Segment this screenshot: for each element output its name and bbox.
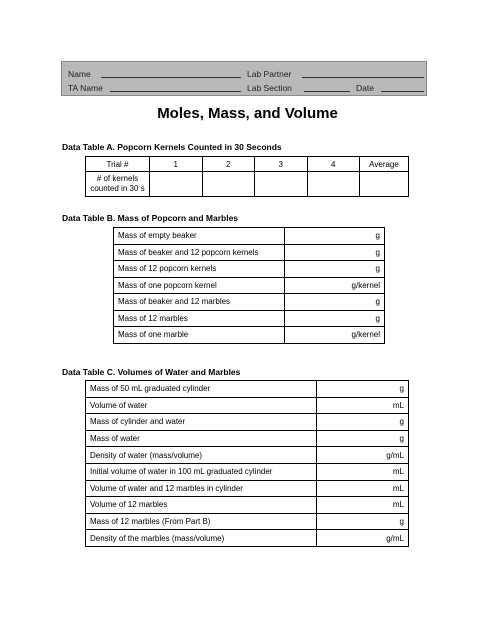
row-label: Mass of water (86, 430, 317, 447)
table-a-cell-average[interactable] (360, 172, 409, 197)
table-a-col-trial: Trial # (86, 157, 150, 172)
table-row (86, 530, 409, 547)
table-a-cell-4[interactable] (307, 172, 360, 197)
table-row (86, 430, 409, 447)
row-label: Density of the marbles (mass/volume) (86, 530, 317, 547)
table-a-cell-1[interactable] (150, 172, 203, 197)
table-row (114, 277, 385, 294)
row-label: Volume of 12 marbles (86, 497, 317, 514)
table-c (85, 380, 409, 547)
table-a-heading: Data Table A. Popcorn Kernels Counted in 30 Seconds (62, 142, 282, 152)
row-value-cell[interactable]: g (285, 244, 385, 261)
table-row (114, 228, 385, 245)
table-row (86, 447, 409, 464)
date-underline[interactable] (381, 83, 424, 92)
table-a-row-label (86, 172, 150, 197)
table-row (114, 327, 385, 344)
row-value-cell[interactable]: mL (317, 397, 409, 414)
name-underline[interactable] (101, 69, 241, 78)
row-label: Mass of 12 marbles (114, 310, 285, 327)
lab-section-label: Lab Section (247, 83, 292, 93)
row-label: Mass of beaker and 12 marbles (114, 294, 285, 311)
table-row (86, 480, 409, 497)
row-label: Mass of 12 marbles (From Part B) (86, 513, 317, 530)
row-value-cell[interactable]: g (317, 414, 409, 431)
row-value-cell[interactable]: mL (317, 480, 409, 497)
row-label-line-2: counted in 30 s (90, 184, 145, 193)
table-a-cell-2[interactable] (202, 172, 255, 197)
row-value-cell[interactable]: mL (317, 497, 409, 514)
name-label: Name (68, 69, 91, 79)
lab-partner-label: Lab Partner (247, 69, 292, 79)
page-title: Moles, Mass, and Volume (157, 105, 338, 122)
table-a-col-average: Average (360, 157, 409, 172)
row-value-cell[interactable]: g/kernel (285, 277, 385, 294)
row-value-cell[interactable]: g (285, 228, 385, 245)
row-label: Initial volume of water in 100 mL graduated cylinder (86, 463, 317, 480)
row-value-cell[interactable]: g (285, 310, 385, 327)
row-label: Mass of 12 popcorn kernels (114, 261, 285, 278)
table-row (86, 463, 409, 480)
row-label: Density of water (mass/volume) (86, 447, 317, 464)
date-label: Date (356, 83, 374, 93)
table-row (114, 294, 385, 311)
table-a-col-3: 3 (255, 157, 308, 172)
row-value-cell[interactable]: g/kernel (285, 327, 385, 344)
lab-section-underline[interactable] (304, 83, 350, 92)
table-row (86, 497, 409, 514)
row-value-cell[interactable]: mL (317, 463, 409, 480)
row-label: Mass of cylinder and water (86, 414, 317, 431)
row-label: Mass of empty beaker (114, 228, 285, 245)
table-row (114, 261, 385, 278)
row-label: Volume of water and 12 marbles in cylinder (86, 480, 317, 497)
row-value-cell[interactable]: g (317, 381, 409, 398)
table-row (86, 414, 409, 431)
table-b (113, 227, 385, 344)
table-a-col-1: 1 (150, 157, 203, 172)
table-c-heading: Data Table C. Volumes of Water and Marbles (62, 367, 241, 377)
ta-name-underline[interactable] (110, 83, 241, 92)
header-info-box (61, 61, 427, 96)
table-a-col-2: 2 (202, 157, 255, 172)
ta-name-label: TA Name (68, 83, 103, 93)
lab-partner-underline[interactable] (302, 69, 424, 78)
table-row (86, 397, 409, 414)
row-value-cell[interactable]: g/mL (317, 447, 409, 464)
table-row (114, 310, 385, 327)
table-a-cell-3[interactable] (255, 172, 308, 197)
table-a-col-4: 4 (307, 157, 360, 172)
row-label: Mass of 50 mL graduated cylinder (86, 381, 317, 398)
table-row (114, 244, 385, 261)
row-label: Mass of beaker and 12 popcorn kernels (114, 244, 285, 261)
row-value-cell[interactable]: g (317, 430, 409, 447)
table-row (86, 381, 409, 398)
table-b-heading: Data Table B. Mass of Popcorn and Marbles (62, 213, 239, 223)
row-value-cell[interactable]: g (285, 261, 385, 278)
table-a-row (86, 172, 409, 197)
table-a (85, 156, 409, 197)
row-label: Mass of one marble (114, 327, 285, 344)
row-label-line-1: # of kernels (96, 174, 139, 183)
table-a-header-row (86, 157, 409, 172)
row-label: Mass of one popcorn kernel (114, 277, 285, 294)
row-value-cell[interactable]: g (285, 294, 385, 311)
row-value-cell[interactable]: g (317, 513, 409, 530)
row-value-cell[interactable]: g/mL (317, 530, 409, 547)
table-row (86, 513, 409, 530)
row-label: Volume of water (86, 397, 317, 414)
